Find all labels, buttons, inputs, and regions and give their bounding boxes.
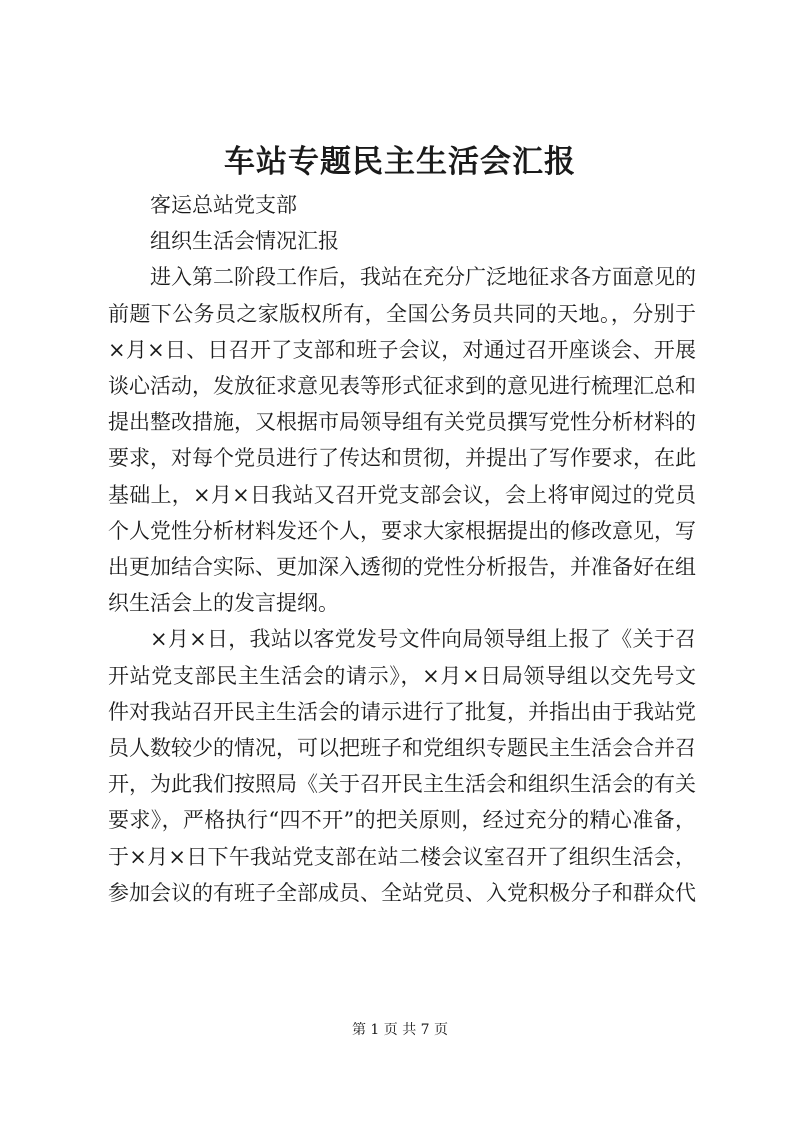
page-number-footer: 第 1 页 共 7 页 bbox=[351, 1022, 449, 1038]
paragraph-organization: 客运总站党支部 bbox=[150, 193, 297, 217]
document-title: 车站专题民主生活会汇报 bbox=[224, 144, 576, 180]
paragraph-body-1: 进入第二阶段工作后，我站在充分广泛地征求各方面意见的前题下公务员之家版权所有，全国公务员共同的天地。，分别于×月×日、日召开了支部和班子会议，对通过召开座谈会、开展谈心活动，发放征求意见表等形式征求到的意见进行梳理汇总和提出整改措施，又根据市局领导组有关党员撰写党性分析材料的要求，对每个党员进行了传达和贯彻，并提出了写作要求，在此基础上，×月×日我站又召开党支部会议，会上将审阅过的党员个人党性分析材料发还个人，要求大家根据提出的修改意见，写出更加结合实际、更加深入透彻的党性分析报告，并准备好在组织生活会上的发言提纲。 bbox=[108, 265, 696, 616]
paragraph-body-2: ×月×日，我站以客党发号文件向局领导组上报了《关于召开站党支部民主生活会的请示》，×月×日局领导组以交先号文件对我站召开民主生活会的请示进行了批复，并指出由于我站党员人数较少的情况，可以把班子和党组织专题民主生活会合并召开，为此我们按照局《关于召开民主生活会和组织生活会的有关要求》，严格执行“四不开”的把关原则，经过充分的精心准备，于×月×日下午我站党支部在站二楼会议室召开了组织生活会，参加会议的有班子全部成员、全站党员、入党积极分子和群众代 bbox=[108, 627, 696, 905]
paragraph-subtitle: 组织生活会情况汇报 bbox=[150, 229, 339, 254]
document-body bbox=[108, 187, 696, 911]
